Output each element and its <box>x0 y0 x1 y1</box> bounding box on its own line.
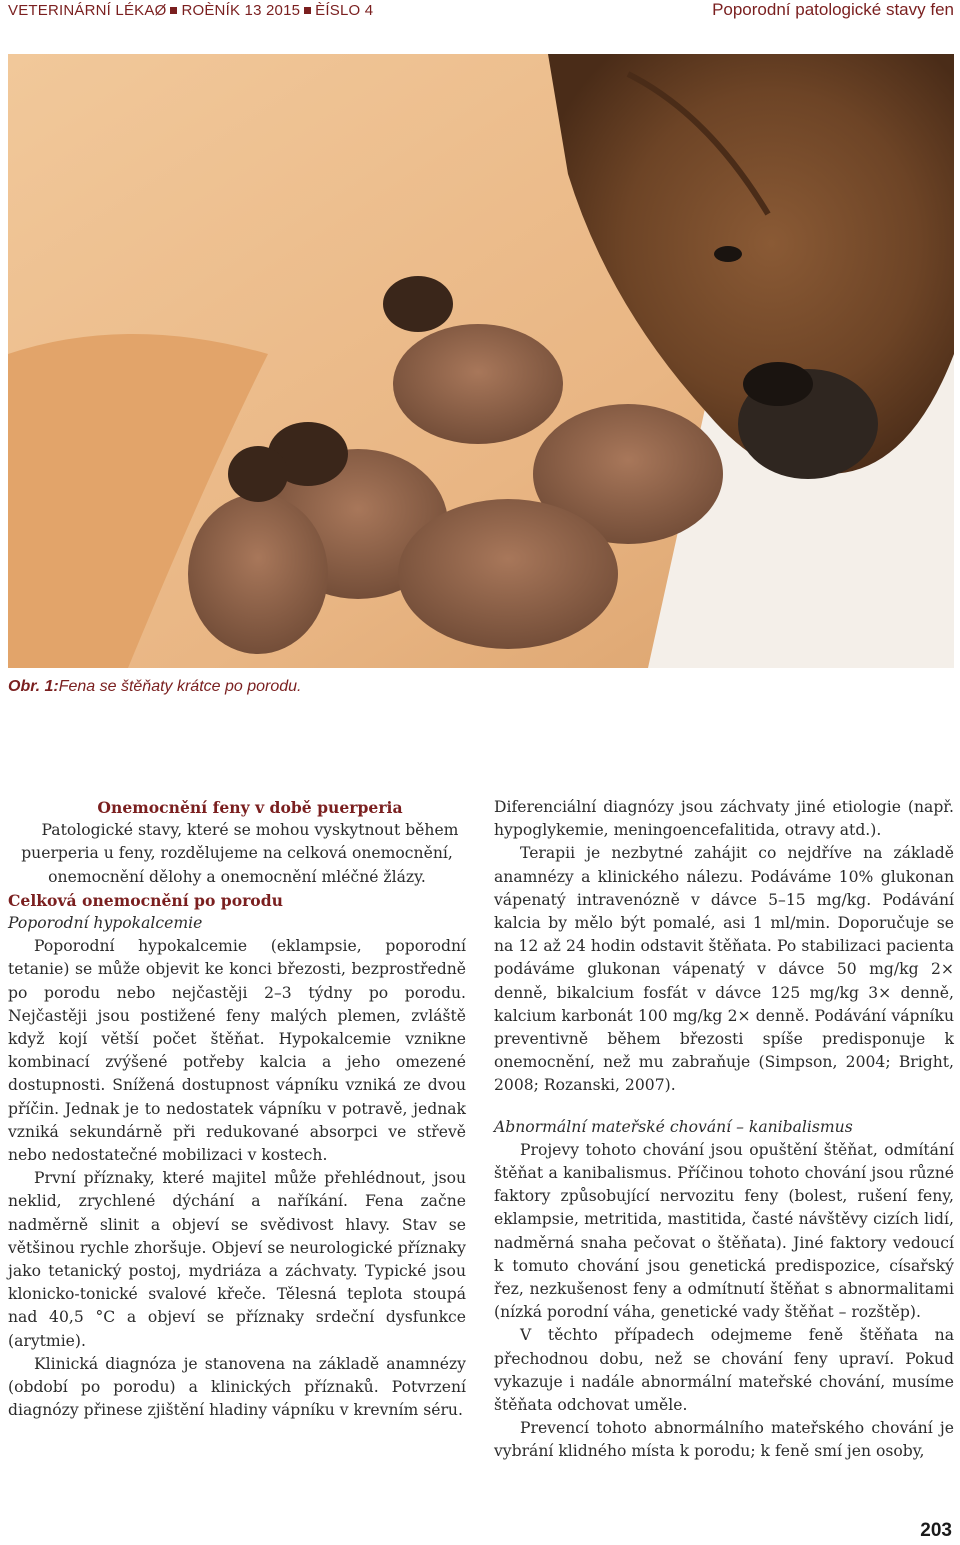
right-column <box>494 796 954 1464</box>
section-intro: Patologické stavy, které se mohou vyskytnout během puerperia u feny, rozdělujeme na celková onemocnění, onemocnění dělohy a onemocnění mléčné žlázy. <box>21 821 459 886</box>
paragraph: V těchto případech odejmeme feně štěňata na přechodnou dobu, než se chování feny upraví. Pokud vykazuje i nadále abnormální mateřské chování, musíme štěňata odchovat uměle. <box>494 1326 954 1415</box>
running-title: Poporodní patologické stavy fen <box>712 0 954 19</box>
paragraph: Projevy tohoto chování jsou opuštění štěňat, odmítání štěňat a kanibalismus. Příčinou tohoto chování jsou různé faktory způsobující nervozitu feny (bolest, rušení feny, eklampsie, metritida, mastitida, časté návštěvy cizích lidí, nadměrná snaha pečovat o štěňata). Jiné faktory vedoucí k tomuto chování jsou genetická predispozice, císařský řez, nezkušenost feny a odmítnutí štěňat s abnormalitami (nízká porodní váha, genetické vady štěňat – rozštěp). <box>494 1140 954 1322</box>
paragraph: Terapii je nezbytné zahájit co nejdříve na základě anamnézy a klinického nálezu. Podáváme 10% glukonan vápenatý intravenózně v dávce 5–15 mg/kg. Podávání kalcia by mělo být pomalé, asi 1 ml/min. Doporučuje se na 12 až 24 hodin odstavit štěňata. Po stabilizaci pacienta podáváme glukonan vápenatý v dávce 50 mg/kg 2× denně, bikalcium fosfát v dávce 125 mg/kg 3× denně, kalcium karbonát 100 mg/kg 2× denně. Podávání vápníku preventivně během březosti spíše predisponuje k onemocnění, než mu zabraňuje (Simpson, 2004; Bright, 2008; Rozanski, 2007). <box>494 844 954 1095</box>
journal-info <box>8 2 373 19</box>
figure-caption <box>8 678 302 696</box>
journal-name: VETERINÁRNÍ LÉKAØ <box>8 2 167 19</box>
volume: ROÈNÍK 13 <box>181 2 262 19</box>
left-column <box>8 796 466 1422</box>
paragraph: Diferenciální diagnózy jsou záchvaty jiné etiologie (např. hypoglykemie, meningoencefalitida, otravy atd.). <box>494 798 954 840</box>
paragraph: Prevencí tohoto abnormálního mateřského chování je vybrání klidného místa k porodu; k feně smí jen osoby, <box>494 1419 954 1461</box>
dog-with-puppies-illustration <box>8 54 954 668</box>
issue: ÈÍSLO 4 <box>315 2 374 19</box>
topic-heading: Poporodní hypokalcemie <box>8 914 203 933</box>
subsection-title: Celková onemocnění po porodu <box>8 890 283 910</box>
topic-heading: Abnormální mateřské chování – kanibalismus <box>494 1117 853 1136</box>
paragraph: Klinická diagnóza je stanovena na základě anamnézy (období po porodu) a klinických příznaků. Potvrzení diagnózy přinese zjištění hladiny vápníku v krevním séru. <box>8 1354 466 1420</box>
year: 2015 <box>266 2 301 19</box>
section-title: Onemocnění feny v době puerperia <box>97 798 403 817</box>
paragraph: První příznaky, které majitel může přehlédnout, jsou neklid, zrychlené dýchání a naříkání. Fena začne nadměrně slinit a objeví se svědivost hlavy. Stav se většinou rychle zhoršuje. Objeví se neurologické příznaky jako tetanický postoj, mydriáza a záchvaty. Typické jsou klonicko-tonické svalové křeče. Tělesná teplota stoupá nad 40,5 °C a objeví se příznaky srdeční dysfunkce (arytmie). <box>8 1169 466 1350</box>
page-number: 203 <box>920 1520 952 1541</box>
figure-photo <box>8 54 954 668</box>
paragraph: Poporodní hypokalcemie (eklampsie, poporodní tetanie) se může objevit ke konci březosti, bezprostředně po porodu nebo nejčastěji 2–3 týdny po porodu. Nejčastěji jsou postižené feny malých plemen, zvláště když kojí větší počet štěňat. Hypokalcemie vznikne kombinací zvýšené potřeby kalcia a jeho omezené dostupnosti. Snížená dostupnost vápníku vzniká ze dvou příčin. Jednak je to nedostatek vápníku v potravě, jednak vzniká sekundárně při redukované absorpci ve střevě nebo nedostatečné mobilizaci v kostech. <box>8 937 466 1165</box>
separator-square-icon <box>170 7 177 14</box>
figure-caption-text: Fena se štěňaty krátce po porodu. <box>58 678 302 695</box>
page-header <box>8 0 960 24</box>
figure-label: Obr. 1: <box>8 678 59 695</box>
separator-square-icon <box>304 7 311 14</box>
